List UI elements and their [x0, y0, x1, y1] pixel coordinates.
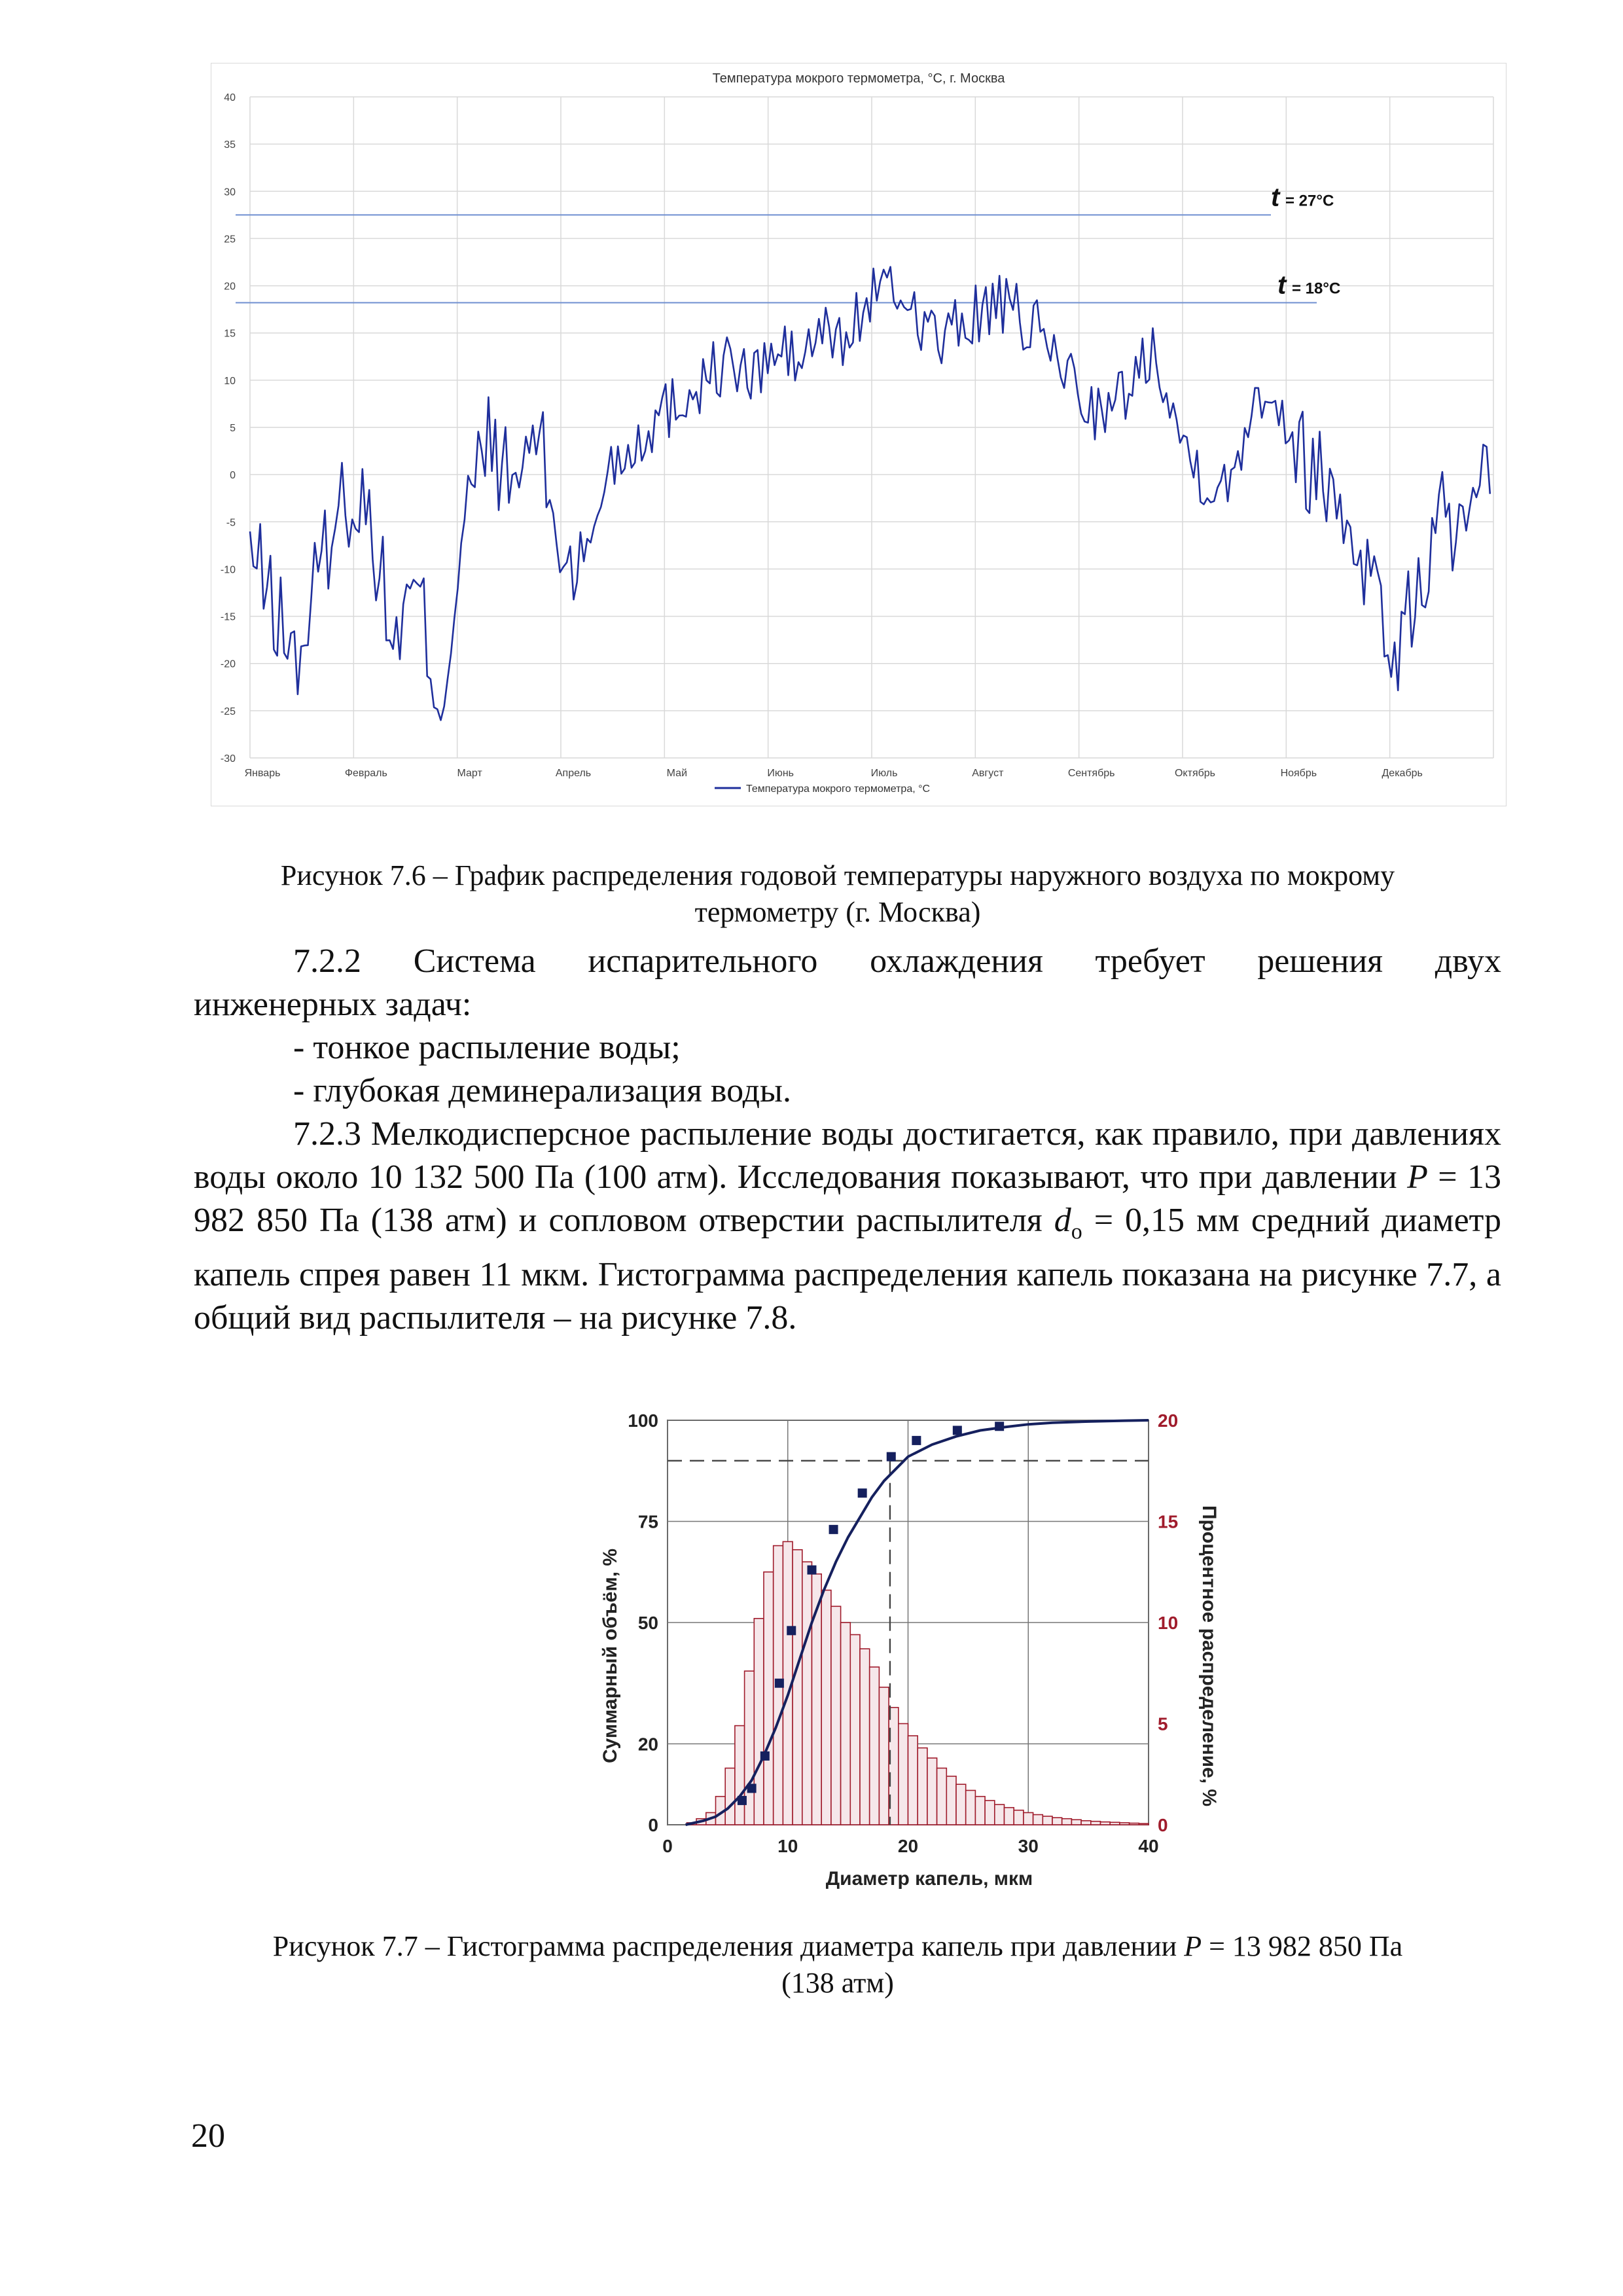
chart2-curve-marker — [760, 1751, 770, 1761]
chart1-y-tick-label: 5 — [230, 423, 236, 434]
paragraph-7-2-3 — [194, 1113, 1501, 1340]
chart2-histogram-bar — [1071, 1820, 1081, 1825]
figure-7-7-caption-line2: (138 атм) — [781, 1967, 894, 1999]
chart2-histogram-bar — [946, 1776, 956, 1825]
chart2-histogram-bar — [1062, 1819, 1072, 1825]
chart2-curve-marker — [738, 1796, 747, 1805]
chart1-reference-label-value: = 18°C — [1292, 279, 1341, 298]
chart2-curve-marker — [775, 1679, 784, 1688]
chart2-curve-marker — [887, 1452, 896, 1462]
droplet-histogram-chart — [576, 1374, 1243, 1898]
chart2-histogram-bar — [1033, 1815, 1043, 1825]
chart1-reference-label-t: t — [1271, 183, 1280, 212]
chart1-title: Температура мокрого термометра, °C, г. Москва — [712, 71, 1005, 86]
figure-7-7-caption-line1 — [190, 1928, 1486, 1965]
variable-d: d — [1054, 1202, 1071, 1239]
chart1-legend — [715, 783, 930, 795]
chart2-histogram-bar — [975, 1797, 985, 1825]
chart2-curve-marker — [858, 1488, 867, 1498]
chart2-histogram-bar — [821, 1590, 831, 1825]
chart2-x-tick-label: 10 — [777, 1836, 798, 1856]
chart2-histogram-bar — [1052, 1818, 1062, 1825]
figure-7-6-caption-line1: Рисунок 7.6 – График распределения годовой температуры наружного воздуха по мокрому — [280, 859, 1395, 891]
chart2-y-right-tick-label: 10 — [1158, 1613, 1179, 1633]
chart1-y-tick-label: 25 — [224, 234, 236, 245]
chart2-histogram-bar — [1130, 1823, 1139, 1825]
chart2-y-left-tick-label: 0 — [648, 1815, 658, 1835]
figure-7-6-caption — [190, 857, 1486, 931]
chart1-x-tick-label: Март — [457, 768, 482, 779]
chart2-x-tick-label: 30 — [1018, 1836, 1039, 1856]
chart1-y-tick-label: 30 — [224, 187, 236, 198]
figure-7-7-caption-pre: Рисунок 7.7 – Гистограмма распределения диаметра капель при давлении — [272, 1930, 1185, 1962]
wet-bulb-temperature-chart — [211, 63, 1507, 806]
figure-7-7-caption-post: = 13 982 850 Па — [1202, 1930, 1403, 1962]
figure-7-7-caption — [190, 1928, 1486, 2001]
chart2-histogram-bar — [927, 1758, 937, 1825]
chart1-reference-label-t: t — [1277, 270, 1287, 300]
chart2-curve-marker — [995, 1422, 1004, 1431]
chart2-ylabel-left: Суммарный объём, % — [599, 1548, 621, 1764]
chart1-y-tick-label: -20 — [220, 658, 236, 670]
chart1-x-tick-label: Июль — [870, 768, 898, 779]
chart2-histogram-bar — [754, 1619, 764, 1825]
paragraph-7-2-2-line2: инженерных задач: — [194, 986, 472, 1023]
chart2-y-left-tick-label: 100 — [628, 1410, 658, 1431]
chart2-histogram-bar — [850, 1635, 860, 1825]
chart2-y-left-tick-label: 75 — [637, 1511, 658, 1532]
chart1-y-tick-label: 20 — [224, 281, 236, 293]
chart1-y-tick-label: 0 — [230, 470, 236, 482]
page-number: 20 — [191, 2117, 225, 2155]
chart2-x-tick-label: 40 — [1138, 1836, 1159, 1856]
body-text — [194, 940, 1501, 1340]
chart2-curve-marker — [953, 1426, 962, 1435]
chart1-x-tick-label: Октябрь — [1174, 768, 1216, 779]
chart2-histogram-bar — [860, 1649, 870, 1825]
chart2-histogram-bar — [1043, 1816, 1052, 1825]
chart2-histogram-bar — [1014, 1810, 1024, 1825]
chart2-histogram-bar — [1110, 1822, 1120, 1825]
chart2-ylabel-right: Процентное распределение, % — [1198, 1505, 1220, 1807]
chart1-y-tick-label: -25 — [220, 706, 236, 717]
chart1-x-tick-label: Апрель — [555, 768, 592, 779]
chart1-x-tick-label: Июнь — [767, 768, 794, 779]
chart2-histogram-bar — [793, 1550, 802, 1825]
chart1-y-tick-label: 35 — [224, 139, 236, 151]
chart2-y-left-tick-label: 50 — [637, 1613, 658, 1633]
chart1-y-tick-label: -5 — [226, 517, 236, 529]
list-item-spray: - тонкое распыление воды; — [293, 1029, 681, 1066]
chart2-histogram-bar — [870, 1667, 880, 1825]
chart1-y-tick-label: 15 — [224, 328, 236, 340]
chart1-x-tick-label: Январь — [244, 768, 281, 779]
chart1-y-tick-label: -15 — [220, 611, 236, 623]
chart2-histogram-bar — [764, 1572, 774, 1825]
chart2-histogram-bar — [831, 1606, 841, 1825]
chart2-histogram-bar — [966, 1790, 976, 1825]
chart2-y-left-tick-label: 20 — [637, 1734, 658, 1755]
chart2-y-right-tick-label: 0 — [1158, 1815, 1168, 1835]
chart1-y-tick-label: -30 — [220, 753, 236, 764]
paragraph-7-2-3-part-c: = 0,15 мм средний диаметр капель спрея равен 11 мкм. Гистограмма распределения капель показана на рисунке 7.7, а общий вид распылителя – на рисунке 7.8. — [194, 1202, 1502, 1337]
chart1-y-tick-label: -10 — [220, 564, 236, 576]
chart2-y-right-tick-label: 5 — [1158, 1713, 1168, 1734]
chart2-x-tick-label: 20 — [897, 1836, 919, 1856]
chart1-y-tick-label: 10 — [224, 375, 236, 387]
chart2-histogram-bar — [1091, 1821, 1101, 1825]
chart1-y-tick-label: 40 — [224, 92, 236, 103]
chart2-histogram-bar — [985, 1801, 995, 1825]
list-item-demineralization: - глубокая деминерализация воды. — [293, 1072, 791, 1109]
chart2-y-right-tick-label: 20 — [1158, 1410, 1179, 1431]
chart1-x-tick-label: Август — [972, 768, 1004, 779]
paragraph-7-2-3-part-a: 7.2.3 Мелкодисперсное распыление воды достигается, как правило, при давлениях воды около 10 132 500 Па (100 атм). Исследования показывают, что при давлении — [194, 1115, 1501, 1196]
chart2-histogram-bar — [735, 1726, 745, 1825]
chart2-histogram-bar — [1120, 1823, 1130, 1825]
chart2-curve-marker — [747, 1784, 757, 1793]
chart2-histogram-bar — [1101, 1822, 1111, 1825]
chart2-histogram-bar — [1139, 1823, 1149, 1825]
chart2-histogram-bar — [956, 1784, 966, 1825]
chart1-reference-label-value: = 27°C — [1285, 192, 1334, 210]
chart2-histogram-bar — [1024, 1812, 1033, 1825]
variable-p: P — [1407, 1158, 1428, 1196]
chart2-histogram-bar — [802, 1562, 812, 1825]
chart2-histogram-bar — [918, 1748, 927, 1825]
chart2-histogram-bar — [937, 1768, 947, 1825]
figure-7-7-caption-var: P — [1184, 1930, 1202, 1962]
variable-d-subscript: o — [1071, 1219, 1082, 1244]
chart1-x-tick-label: Ноябрь — [1280, 768, 1317, 779]
chart2-curve-marker — [912, 1436, 921, 1445]
chart1-x-tick-label: Февраль — [344, 768, 387, 779]
chart2-x-tick-label: 0 — [662, 1836, 673, 1856]
chart1-x-tick-label: Сентябрь — [1067, 768, 1115, 779]
chart1-x-tick-label: Декабрь — [1382, 768, 1423, 779]
chart2-histogram-bar — [725, 1768, 735, 1825]
chart2-curve-marker — [808, 1566, 817, 1575]
chart2-histogram-bar — [899, 1724, 908, 1825]
figure-7-6-caption-line2: термометру (г. Москва) — [694, 896, 981, 928]
chart1-legend-label: Температура мокрого термометра, °C — [746, 783, 931, 795]
chart2-curve-marker — [829, 1525, 838, 1534]
chart2-histogram-bar — [1081, 1821, 1091, 1825]
chart2-curve-marker — [787, 1626, 796, 1635]
chart2-histogram-bar — [1005, 1808, 1014, 1825]
paragraph-7-2-3-part-b: = 13 982 850 Па (138 атм) и сопловом отверстии распылителя — [194, 1158, 1502, 1239]
chart2-xlabel: Диаметр капель, мкм — [825, 1868, 1033, 1890]
chart2-y-right-tick-label: 15 — [1158, 1511, 1179, 1532]
paragraph-7-2-2-line1: 7.2.2 Система испарительного охлаждения требует решения двух — [293, 942, 1501, 980]
chart2-histogram-bar — [841, 1623, 851, 1825]
chart2-histogram-bar — [908, 1736, 918, 1825]
chart2-histogram-bar — [879, 1687, 889, 1825]
chart2-histogram-bar — [995, 1804, 1005, 1825]
chart1-x-tick-label: Май — [666, 768, 688, 779]
